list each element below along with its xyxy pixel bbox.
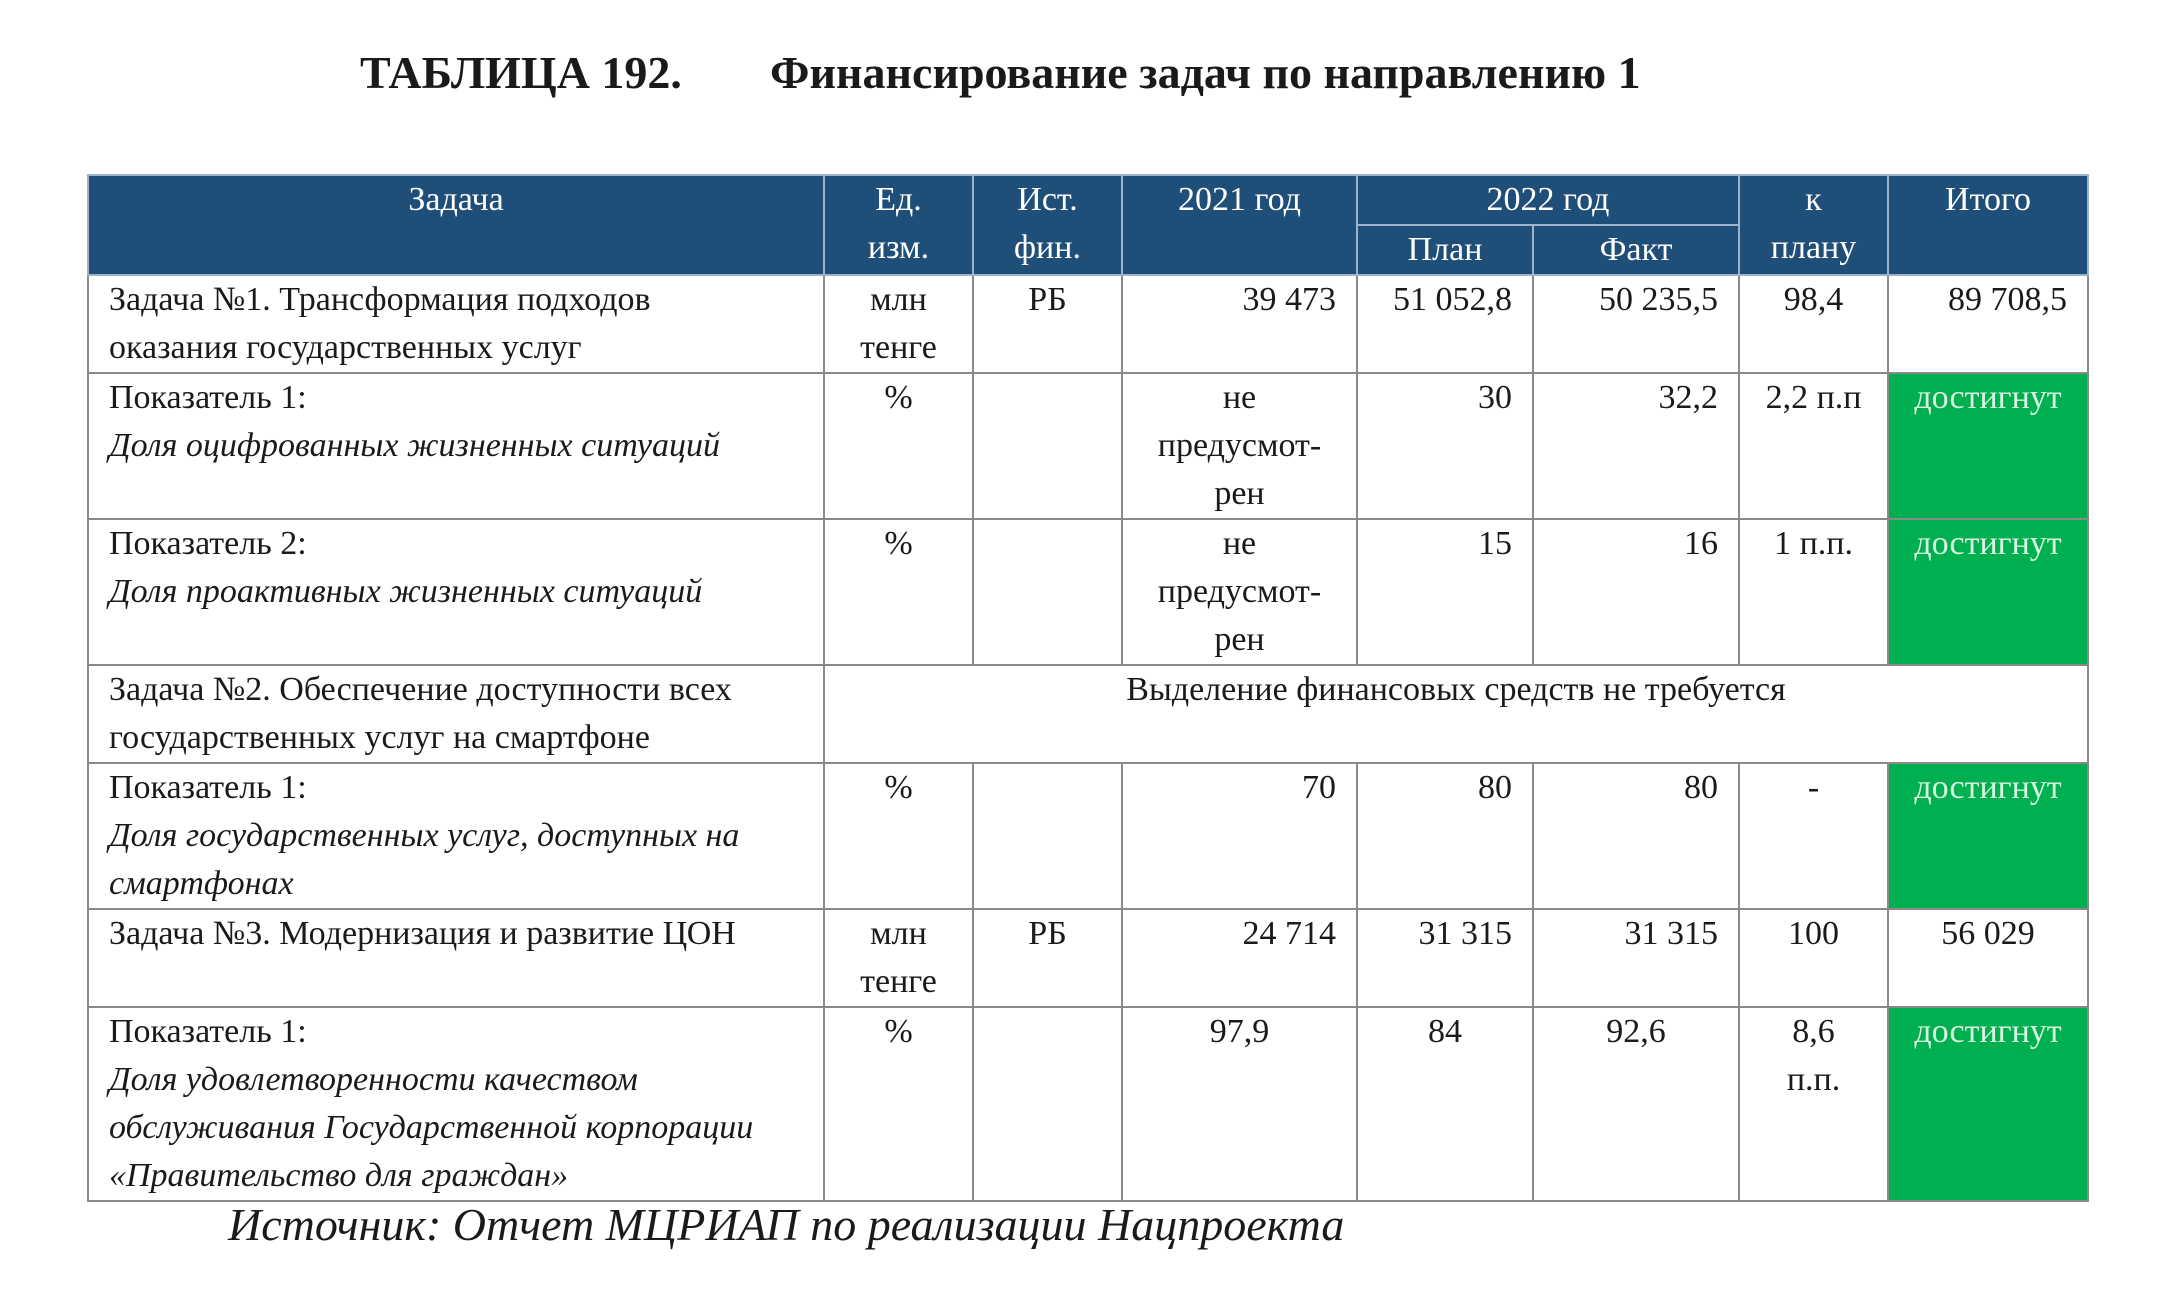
to-plan-cell: 2,2 п.п — [1739, 373, 1888, 519]
to-plan-cell: 100 — [1739, 909, 1888, 1007]
table-row — [88, 665, 2088, 763]
source-cell — [973, 373, 1122, 519]
status-badge: достигнут — [1888, 763, 2088, 909]
task-cell: Задача №3. Модернизация и развитие ЦОН — [88, 909, 824, 1007]
indicator-cell: Показатель 1: Доля государственных услуг, доступных на смартфонах — [88, 763, 824, 909]
status-badge: достигнут — [1888, 1007, 2088, 1201]
y2021-cell: 70 — [1122, 763, 1357, 909]
fact-cell: 92,6 — [1533, 1007, 1739, 1201]
plan-cell: 30 — [1357, 373, 1533, 519]
header-fact: Факт — [1533, 225, 1739, 275]
header-task: Задача — [88, 175, 824, 275]
header-plan: План — [1357, 225, 1533, 275]
y2021-cell: 97,9 — [1122, 1007, 1357, 1201]
table-row — [88, 909, 2088, 1007]
unit-cell: млн тенге — [824, 909, 973, 1007]
financing-table — [87, 174, 2089, 1202]
table-row — [88, 763, 2088, 909]
task-cell: Задача №1. Трансформация подходов оказания государственных услуг — [88, 275, 824, 373]
unit-cell: % — [824, 1007, 973, 1201]
header-2022: 2022 год — [1357, 175, 1739, 225]
unit-cell: % — [824, 373, 973, 519]
source-cell — [973, 519, 1122, 665]
indicator-cell: Показатель 1: Доля оцифрованных жизненных ситуаций — [88, 373, 824, 519]
y2021-cell: не предусмот- рен — [1122, 373, 1357, 519]
source-cell: РБ — [973, 275, 1122, 373]
status-badge: достигнут — [1888, 519, 2088, 665]
fact-cell: 50 235,5 — [1533, 275, 1739, 373]
plan-cell: 31 315 — [1357, 909, 1533, 1007]
table-row — [88, 519, 2088, 665]
to-plan-cell: - — [1739, 763, 1888, 909]
unit-cell: % — [824, 519, 973, 665]
table-row — [88, 1007, 2088, 1201]
y2021-cell: 39 473 — [1122, 275, 1357, 373]
table-row — [88, 275, 2088, 373]
y2021-cell: не предусмот- рен — [1122, 519, 1357, 665]
source-note: Источник: Отчет МЦРИАП по реализации Нацпроекта — [228, 1199, 1345, 1250]
unit-cell: % — [824, 763, 973, 909]
plan-cell: 51 052,8 — [1357, 275, 1533, 373]
to-plan-cell: 98,4 — [1739, 275, 1888, 373]
table-header — [88, 175, 2088, 275]
plan-cell: 80 — [1357, 763, 1533, 909]
fact-cell: 16 — [1533, 519, 1739, 665]
task-cell: Задача №2. Обеспечение доступности всех государственных услуг на смартфоне — [88, 665, 824, 763]
source-cell — [973, 763, 1122, 909]
table-title — [360, 46, 1641, 99]
plan-cell: 84 — [1357, 1007, 1533, 1201]
header-2021: 2021 год — [1122, 175, 1357, 275]
fact-cell: 32,2 — [1533, 373, 1739, 519]
fact-cell: 80 — [1533, 763, 1739, 909]
indicator-cell: Показатель 2: Доля проактивных жизненных ситуаций — [88, 519, 824, 665]
header-total: Итого — [1888, 175, 2088, 275]
header-source: Ист. фин. — [973, 175, 1122, 275]
y2021-cell: 24 714 — [1122, 909, 1357, 1007]
no-funding-note: Выделение финансовых средств не требуется — [824, 665, 2088, 763]
total-cell: 56 029 — [1888, 909, 2088, 1007]
header-to-plan: к плану — [1739, 175, 1888, 275]
source-cell: РБ — [973, 909, 1122, 1007]
indicator-cell: Показатель 1: Доля удовлетворенности качеством обслуживания Государственной корпорации «Правительство для граждан» — [88, 1007, 824, 1201]
table-caption: Финансирование задач по направлению 1 — [770, 47, 1641, 98]
table-number: ТАБЛИЦА 192. — [360, 47, 682, 98]
header-unit: Ед. изм. — [824, 175, 973, 275]
to-plan-cell: 1 п.п. — [1739, 519, 1888, 665]
total-cell: 89 708,5 — [1888, 275, 2088, 373]
status-badge: достигнут — [1888, 373, 2088, 519]
to-plan-cell: 8,6 п.п. — [1739, 1007, 1888, 1201]
table-row — [88, 373, 2088, 519]
plan-cell: 15 — [1357, 519, 1533, 665]
source-cell — [973, 1007, 1122, 1201]
unit-cell: млн тенге — [824, 275, 973, 373]
fact-cell: 31 315 — [1533, 909, 1739, 1007]
